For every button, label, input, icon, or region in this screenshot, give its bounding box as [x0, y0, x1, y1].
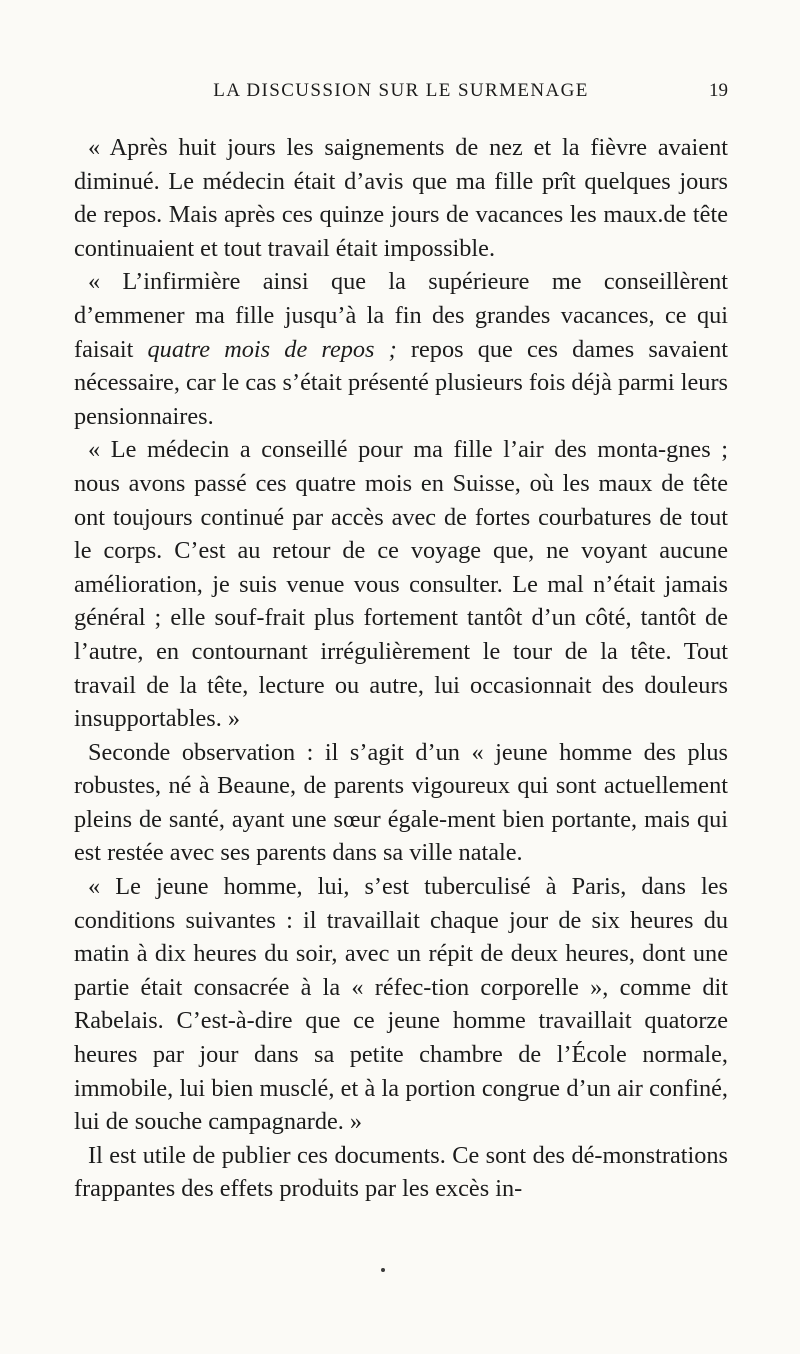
paragraph-text: repos que ces dames savaient nécessaire, car le cas s’était présenté plusieurs fois déjà parmi leurs pensionnaires. [74, 335, 728, 430]
paragraph: « Le jeune homme, lui, s’est tuberculisé à Paris, dans les conditions suivantes : il travaillait chaque jour de six heures du matin à dix heures du soir, avec un répit de deux heures, dont une partie était consacrée à la « réfec-tion corporelle », comme dit Rabelais. C’est-à-dire que ce jeune homme travaillait quatorze heures par jour dans sa petite chambre de l’École normale, immobile, lui bien musclé, et à la portion congrue d’un air confiné, lui de souche campagnarde. » [74, 873, 728, 1136]
italic-emphasis: quatre mois de repos ; [147, 335, 397, 363]
paragraph: « Après huit jours les saignements de nez et la fièvre avaient diminué. Le médecin était d’avis que ma fille prît quelques jours de repos. Mais après ces quinze jours de vacances les maux.de tête continuaient et tout travail était impossible. [74, 134, 728, 262]
paragraph: Seconde observation : il s’agit d’un « jeune homme des plus robustes, né à Beaune, de parents vigoureux qui sont actuellement pleins de santé, ayant une sœur égale-ment bien portante, mais qui est restée avec ses parents dans sa ville natale. [74, 738, 728, 867]
paragraph: « Le médecin a conseillé pour ma fille l’air des monta-gnes ; nous avons passé ces quatre mois en Suisse, où les maux de tête ont toujours continué par accès avec de fortes courbatures de tout le corps. C’est au retour de ce voyage que, ne voyant aucune amélioration, je suis venue vous consulter. Le mal n’était jamais général ; elle souf-frait plus fortement tantôt d’un côté, tantôt de l’autre, en contournant irrégulièrement le tour de la tête. Tout travail de la tête, lecture ou autre, lui occasionnait des douleurs insupportables. » [74, 436, 728, 733]
print-speck [381, 1268, 385, 1272]
running-head [74, 76, 728, 106]
paragraph [74, 265, 728, 433]
paragraph: Il est utile de publier ces documents. Ce sont des dé-monstrations frappantes des effets produits par les excès in- [74, 1141, 728, 1203]
running-title: LA DISCUSSION SUR LE SURMENAGE [213, 80, 589, 101]
paragraph-text: « L’infirmière ainsi que la supérieure me conseillèrent d’emmener ma fille jusqu’à la fin des grandes vacances, ce qui faisait [74, 268, 728, 363]
page-number: 19 [709, 80, 728, 101]
body-text [74, 131, 728, 1206]
